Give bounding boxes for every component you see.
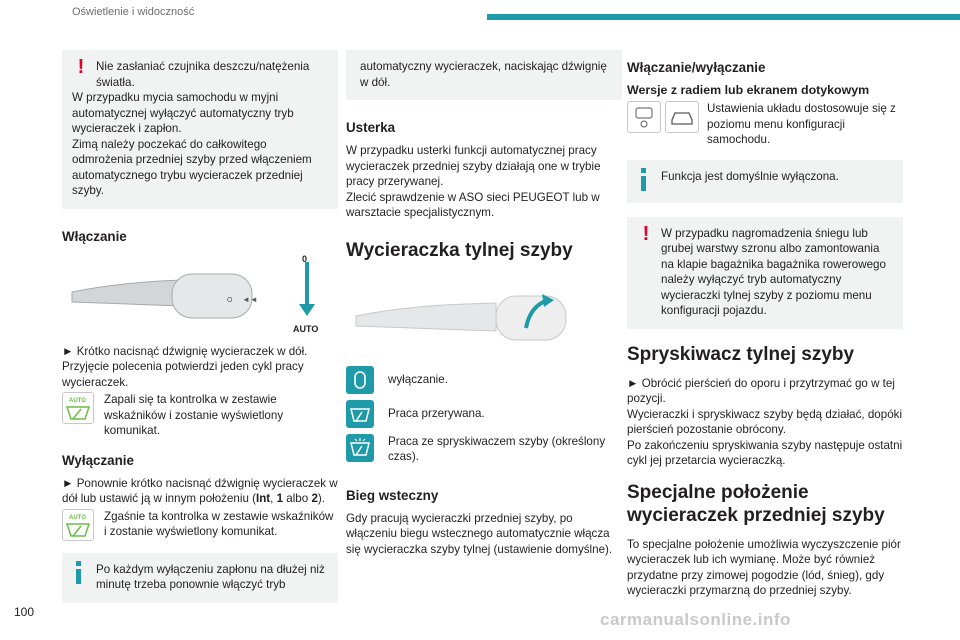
header-accent-bar	[487, 14, 960, 20]
heading-fault: Usterka	[346, 120, 396, 135]
warning-text-more: W przypadku mycia samochodu w myjni automatycznej wyłączyć automatyczny tryb wycieraczek i zapłon.	[72, 91, 294, 135]
heading-rear-washer: Spryskiwacz tylnej szyby	[627, 343, 855, 365]
column-right	[627, 50, 903, 599]
rear-wiper-item-intermittent	[346, 400, 622, 432]
heading-on: Włączanie	[62, 228, 127, 244]
svg-text:AUTO: AUTO	[69, 398, 86, 404]
off-text: ► Ponownie krótko nacisnąć dźwignię wycieraczek w dół lub ustawić ją w innym położeniu (Int, 1 albo 2).	[62, 476, 338, 505]
washer-text: ► Obrócić pierścień do oporu i przytrzymać go w tej pozycji.	[627, 376, 895, 405]
svg-text:◄◄: ◄◄	[242, 294, 258, 304]
settings-icon	[627, 101, 661, 133]
washer-text-2: Wycieraczki i spryskiwacz szyby będą działać, dopóki pierścień pozostanie obrócony.	[627, 407, 903, 436]
washer-text-3: Po zakończeniu spryskiwania szyby następuje ostatni cykl jej przetarcia wycieraczką.	[627, 438, 903, 467]
rear-wiper-item-off	[346, 366, 622, 398]
wiper-intermittent-icon	[346, 400, 374, 428]
off-icon-text: Zgaśnie ta kontrolka w zestawie wskaźników i zostanie wyświetlony komunikat.	[104, 509, 334, 538]
car-icon	[665, 101, 699, 133]
column-left	[62, 50, 338, 617]
heading-reverse: Bieg wsteczny	[346, 487, 439, 503]
auto-wiper-icon	[62, 392, 94, 424]
indicator-auto-off	[62, 509, 338, 545]
page-number: 100	[14, 605, 35, 619]
versions-text: Ustawienia układu dostosowuje się z poziomu menu konfiguracji samochodu.	[707, 102, 896, 146]
section-header: Oświetlenie i widoczność	[72, 6, 195, 18]
on-icon-text: Zapali się ta kontrolka w zestawie wskaźników i zostanie wyświetlony komunikat.	[104, 393, 284, 437]
warning-note-snow	[627, 217, 903, 329]
info-note	[62, 553, 338, 603]
svg-text:O: O	[227, 296, 233, 304]
wiper-off-icon	[346, 366, 374, 394]
heading-special-position: Specjalne położenie wycieraczek przedniej szyby	[627, 481, 885, 526]
watermark: carmanualsonline.info	[600, 610, 791, 629]
rear-wiper-item-washer	[346, 434, 622, 470]
warning-icon: !	[642, 222, 650, 245]
heading-rear-wiper: Wycieraczka tylnej szyby	[346, 239, 573, 261]
wiper-washer-icon	[346, 434, 374, 462]
fault-text-2: Zlecić sprawdzenie w ASO sieci PEUGEOT lub w warsztacie specjalistycznym.	[346, 190, 600, 219]
warning-icon: !	[77, 56, 85, 78]
info-default-text: Funkcja jest domyślnie wyłączona.	[661, 169, 839, 183]
info-text: Po każdym wyłączeniu zapłonu na dłużej niż minutę trzeba ponownie włączyć tryb	[96, 562, 325, 591]
illus-auto-label: AUTO	[293, 323, 319, 334]
info-text-continued: automatyczny wycieraczek, naciskając dźwignię w dół.	[360, 60, 607, 89]
special-text: To specjalne położenie umożliwia wyczyszczenie piór wycieraczek lub ich wymianę. Może być również przydatne przy zimowej pogodzie (lód, śnieg), gdy wycieraczki przymarzną do przedniej szyby.	[627, 537, 901, 597]
heading-off: Wyłączanie	[62, 452, 134, 468]
rear-item-label: wyłączanie.	[388, 372, 448, 386]
warning-text-more2: Zimą należy poczekać do całkowitego odmrożenia przedniej szyby przed włączeniem automatycznego trybu wycieraczek przedniej szyby.	[72, 137, 312, 197]
rear-item-label: Praca ze spryskiwaczem szyby (określony czas).	[388, 434, 606, 463]
config-row	[627, 101, 903, 148]
auto-wiper-icon	[62, 509, 94, 541]
reverse-text: Gdy pracują wycieraczki przedniej szyby, po włączeniu biegu wstecznego automatycznie włącza się wycieraczka szyby tylnej (ustawienie domyślne).	[346, 511, 613, 556]
heading-versions: Wersje z radiem lub ekranem dotykowym	[627, 83, 870, 97]
warning-note	[62, 50, 338, 209]
heading-onoff: Włączanie/wyłączanie	[627, 60, 766, 75]
wiper-lever-illustration	[62, 252, 338, 338]
info-note-continued	[346, 50, 622, 100]
info-icon	[76, 561, 81, 584]
fault-text: W przypadku usterki funkcji automatycznej pracy wycieraczek przedniej szyby działają one w trybie pracy przerywanej.	[346, 144, 601, 188]
info-icon	[641, 168, 646, 191]
svg-text:AUTO: AUTO	[69, 514, 86, 521]
warning-text: Nie zasłaniać czujnika deszczu/natężenia światła.	[96, 60, 310, 89]
svg-text:0: 0	[302, 253, 308, 264]
rear-wiper-illustration	[346, 272, 622, 360]
indicator-auto-on	[62, 392, 338, 439]
warning-snow-text: W przypadku nagromadzenia śniegu lub grubej warstwy szronu albo zamontowania na klapie bagażnika bagażnika rowerowego należy wyłączyć tryb automatyczny wycieraczki tylnej szyby z poziomu menu konfiguracji pojazdu.	[661, 226, 886, 317]
info-note-default	[627, 160, 903, 203]
on-text: ► Krótko nacisnąć dźwignię wycieraczek w dół. Przyjęcie polecenia potwierdzi jeden cykl pracy wycieraczek.	[62, 344, 308, 389]
column-middle	[346, 50, 622, 557]
rear-item-label: Praca przerywana.	[388, 406, 485, 420]
